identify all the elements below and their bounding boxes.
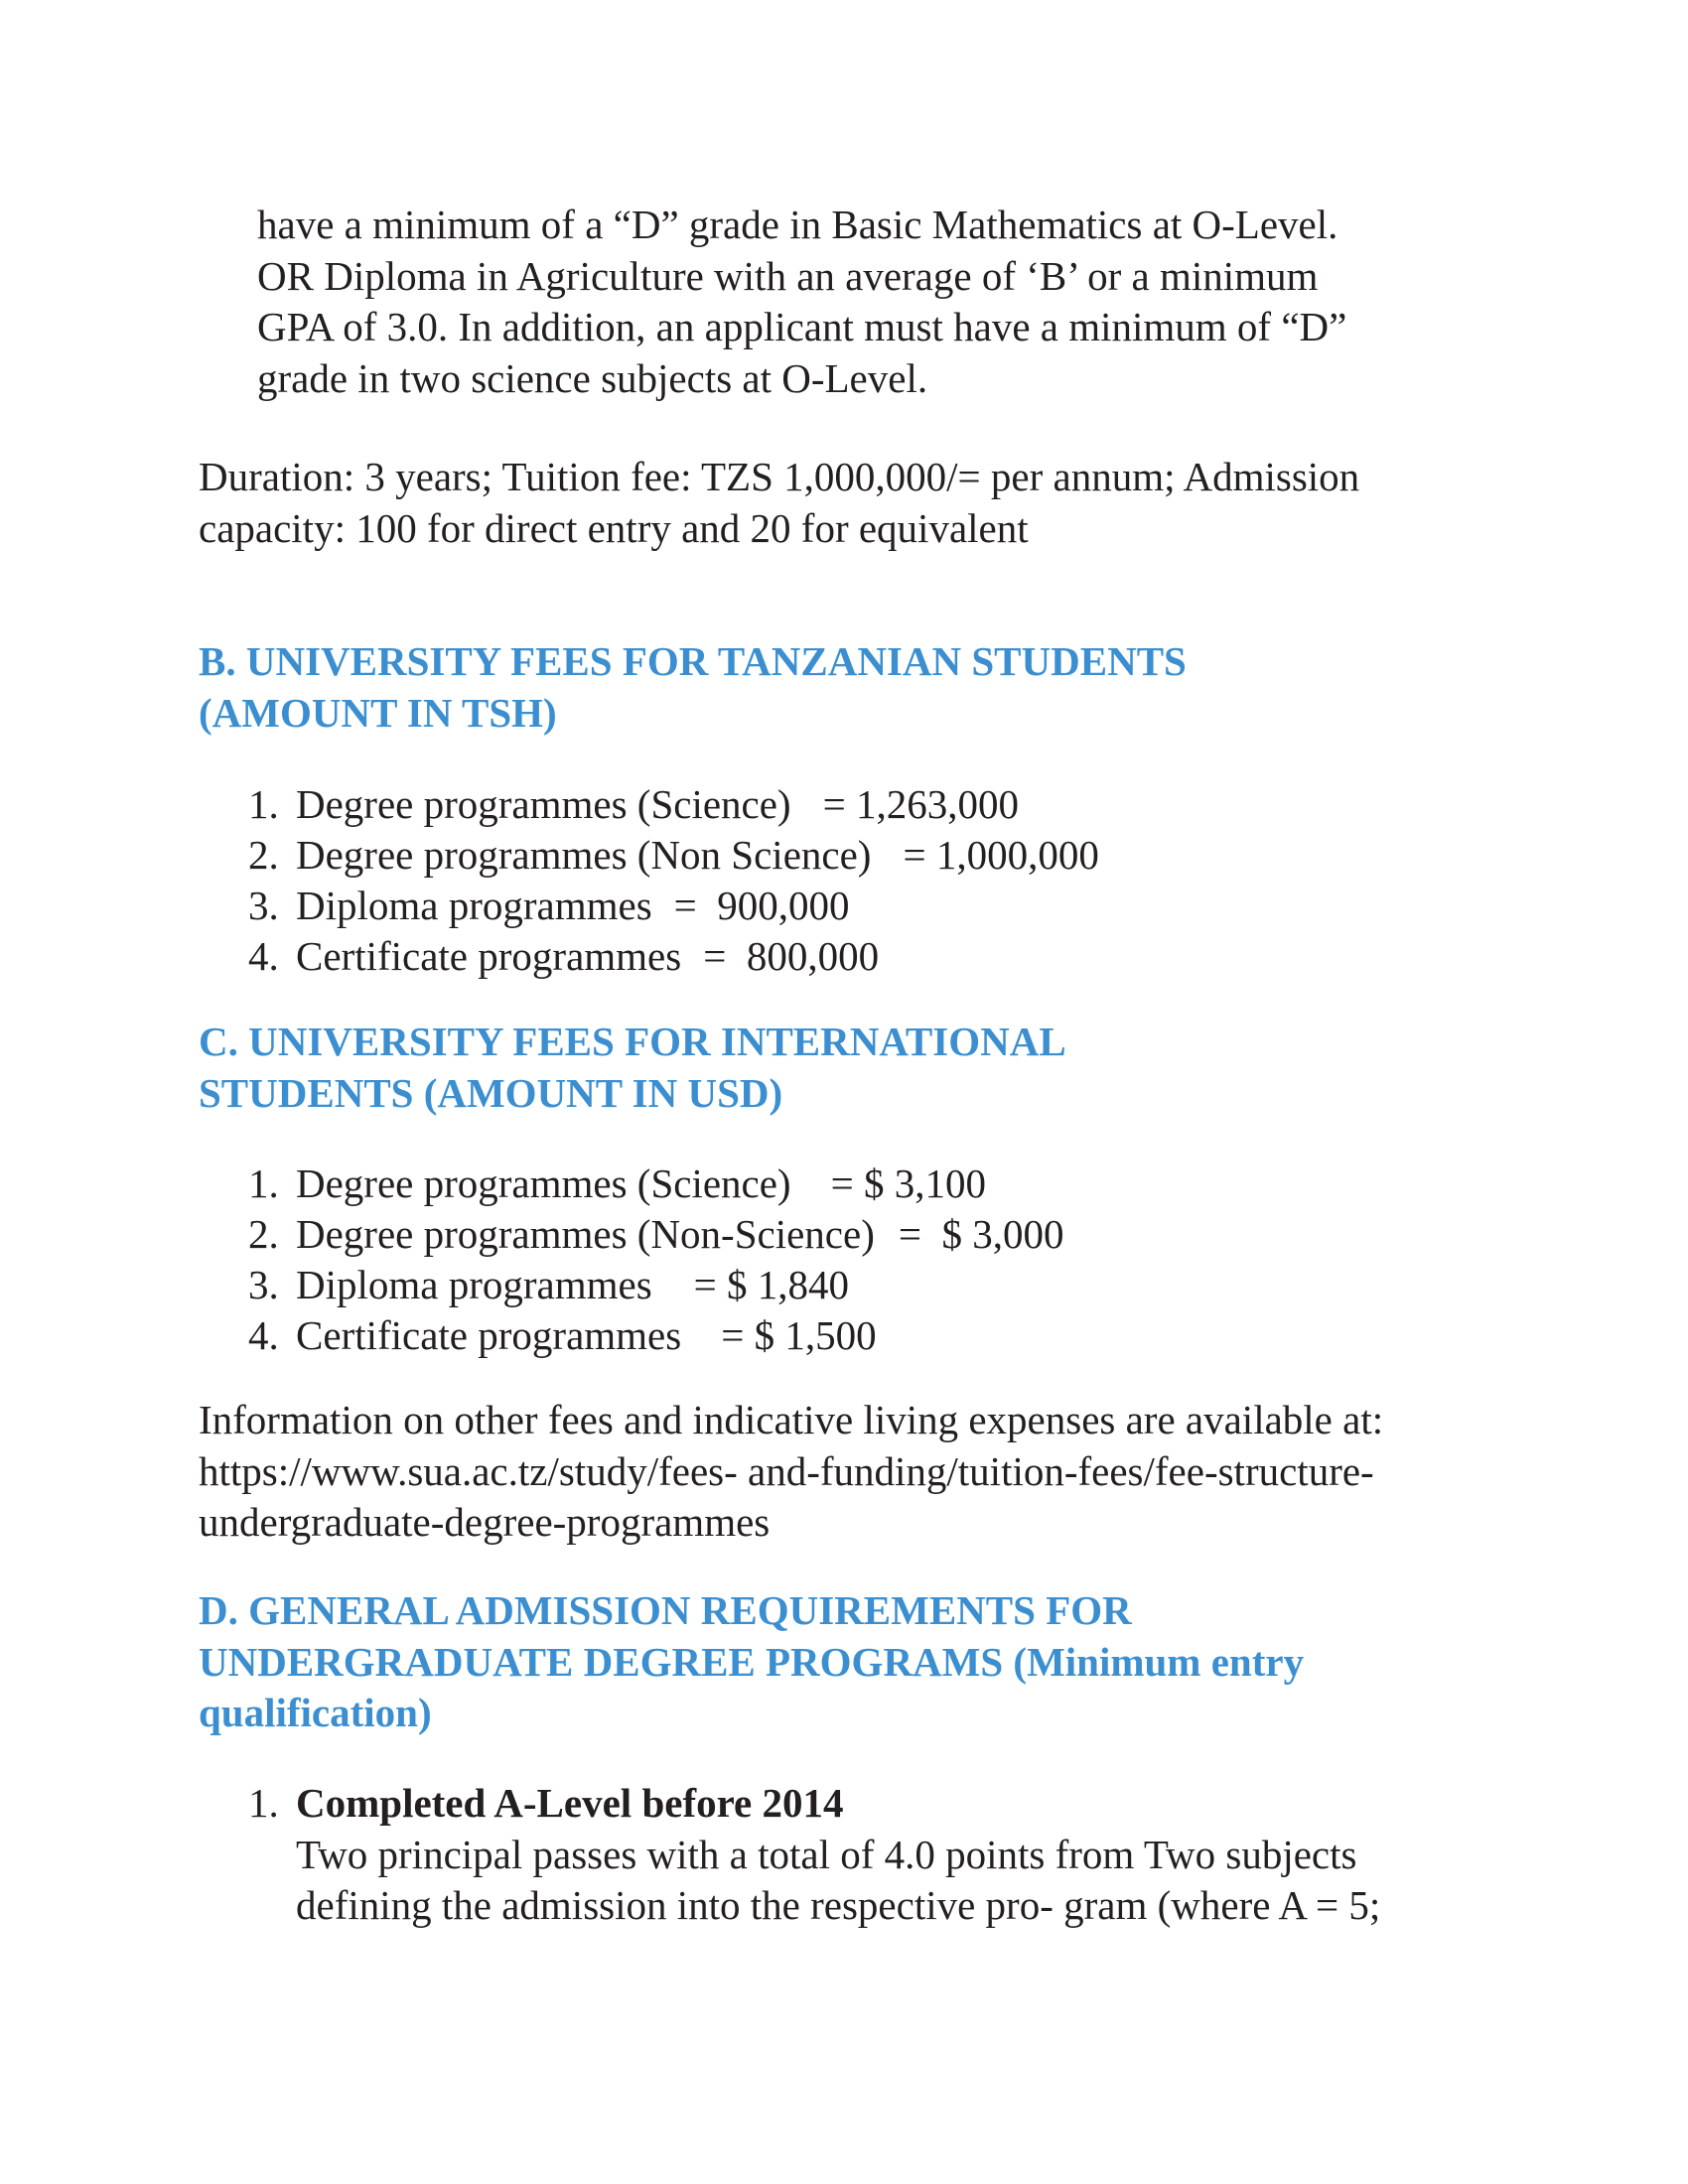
list-item: 2. Degree programmes (Non Science) = 1,000,000 — [248, 832, 1099, 878]
fee-label: Diploma programmes — [296, 883, 652, 928]
duration-paragraph — [199, 452, 1359, 554]
requirement-title: Completed A-Level before 2014 — [296, 1780, 844, 1826]
info-url: https://www.sua.ac.tz/study/fees- and-funding/tuition-fees/fee-structure- — [199, 1447, 1374, 1494]
fee-label: Certificate programmes — [296, 1312, 682, 1358]
duration-line: Duration: 3 years; Tuition fee: TZS 1,000,000/= per annum; Admission — [199, 454, 1360, 499]
info-paragraph — [199, 1395, 1383, 1549]
fee-label: Certificate programmes — [296, 933, 682, 979]
admission-requirements-list — [248, 1778, 1380, 1932]
fee-value: = $ 1,500 — [721, 1312, 877, 1358]
fee-label: Degree programmes (Science) — [296, 781, 791, 827]
duration-line: capacity: 100 for direct entry and 20 for equivalent — [199, 504, 1029, 551]
section-d-heading: D. GENERAL ADMISSION REQUIREMENTS FOR UNDERGRADUATE DEGREE PROGRAMS (Minimum entry qualification) — [199, 1587, 1305, 1735]
list-item: 3. Diploma programmes = $ 1,840 — [248, 1262, 850, 1307]
list-item: 3. Diploma programmes = 900,000 — [248, 883, 850, 928]
intro-line: OR Diploma in Agriculture with an average of ‘B’ or a minimum — [257, 252, 1319, 299]
intro-paragraph — [257, 200, 1346, 404]
list-item: 4. Certificate programmes = $ 1,500 — [248, 1312, 877, 1358]
list-item: 2. Degree programmes (Non-Science) = $ 3,000 — [248, 1211, 1064, 1257]
fee-value: = 800,000 — [703, 933, 880, 979]
list-item: 4. Certificate programmes = 800,000 — [248, 933, 880, 979]
intro-line: GPA of 3.0. In addition, an applicant must have a minimum of “D” — [257, 304, 1347, 349]
intro-line: have a minimum of a “D” grade in Basic Mathematics at O-Level. — [257, 202, 1338, 247]
fee-value: = $ 1,840 — [693, 1262, 850, 1307]
intro-line: grade in two science subjects at O-Level. — [257, 354, 928, 401]
fee-value: = 1,000,000 — [903, 832, 1099, 878]
usd-fees-list — [248, 1159, 1063, 1361]
fee-label: Degree programmes (Non Science) — [296, 832, 872, 878]
fee-value: = 900,000 — [673, 883, 850, 928]
list-item: 1. Completed A-Level before 2014 Two principal passes with a total of 4.0 points from Two subjects defining the admission into the respective pro- gram (where A = 5; — [248, 1778, 1380, 1932]
fee-label: Degree programmes (Science) — [296, 1160, 791, 1206]
info-url: undergraduate-degree-programmes — [199, 1499, 771, 1545]
fee-value: = $ 3,000 — [898, 1211, 1064, 1257]
fee-label: Degree programmes (Non-Science) — [296, 1211, 875, 1257]
requirement-text: defining the admission into the respective pro- gram (where A = 5; — [296, 1882, 1381, 1928]
tzs-fees-list — [248, 779, 1099, 982]
fee-value: = $ 3,100 — [830, 1160, 986, 1206]
section-b-heading: B. UNIVERSITY FEES FOR TANZANIAN STUDENTS (AMOUNT IN TSH) — [199, 638, 1187, 736]
list-item: 1. Degree programmes (Science) = $ 3,100 — [248, 1160, 986, 1206]
requirement-text: Two principal passes with a total of 4.0 points from Two subjects — [296, 1831, 1357, 1877]
fee-value: = 1,263,000 — [822, 781, 1019, 827]
info-line: Information on other fees and indicative living expenses are available at: — [199, 1397, 1384, 1442]
section-c-heading: C. UNIVERSITY FEES FOR INTERNATIONAL STUDENTS (AMOUNT IN USD) — [199, 1019, 1066, 1116]
list-item: 1. Degree programmes (Science) = 1,263,000 — [248, 781, 1019, 827]
fee-label: Diploma programmes — [296, 1262, 652, 1307]
